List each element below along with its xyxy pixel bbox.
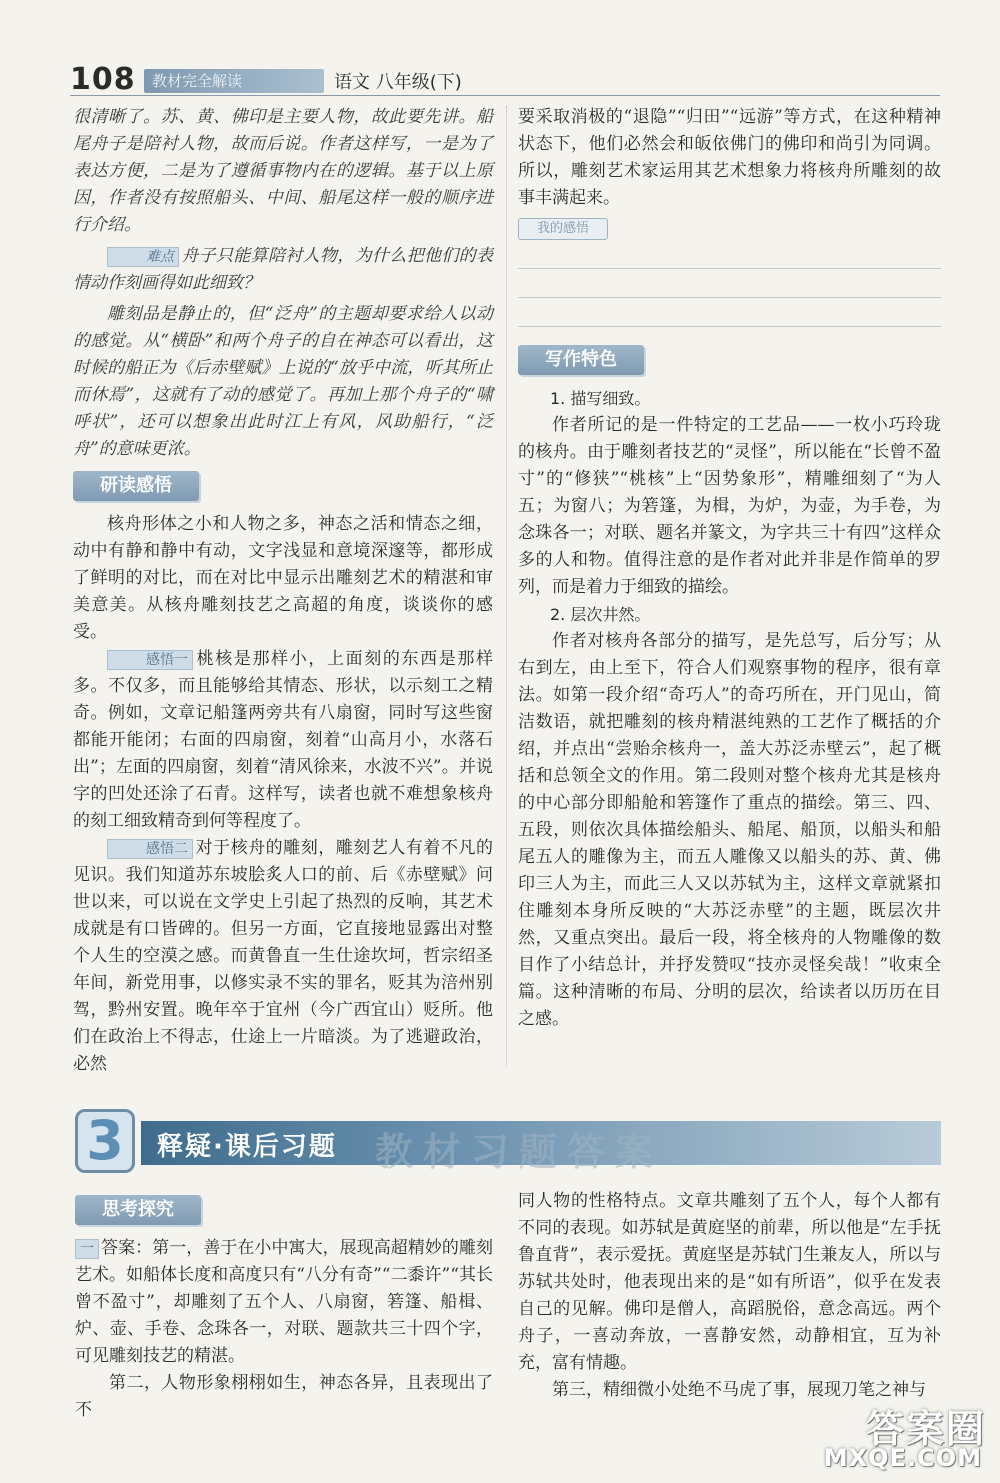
insight-2 (73, 835, 493, 1078)
page-header (70, 62, 940, 98)
difficulty-question-text: 舟子只能算陪衬人物，为什么把他们的表情动作刻画得如此细致？ (73, 246, 493, 293)
exercise-answer-1-text: 答案：第一，善于在小中寓大，展现高超精妙的雕刻艺术。如船体长度和高度只有“八分有奇”“二黍许”“其长曾不盈寸”，却雕刻了五个人、八扇窗，箬篷、船楫、炉、壶、手卷、念珠各一，对联、题款共三十四个字，可见雕刻技艺的精湛。 (75, 1238, 493, 1366)
insight-1-text: 桃核是那样小，上面刻的东西是那样多。不仅多，而且能够给其情态、形状，以示刻工之精奇。例如，文章记船篷两旁共有八扇窗，同时写这些窗都能开能闭；右面的四扇窗，刻着“山高月小，水落石出”；左面的四扇窗，刻着“清风徐来，水波不兴”。并说字的凹处还涂了石青。这样写，读者也就不难想象核舟的刻工细致精奇到何等程度了。 (73, 649, 493, 831)
banner-number: 3 (75, 1109, 135, 1173)
bottom-left-column (75, 1195, 493, 1424)
section-label-reading: 研读感悟 (73, 471, 199, 501)
difficulty-question (73, 243, 493, 297)
difficulty-tag: 难点 (107, 247, 179, 267)
page-number: 108 (70, 62, 136, 97)
writing-point-2-text: 作者对核舟各部分的描写，是先总写，后分写；从右到左，由上至下，符合人们观察事物的程序，很有章法。如第一段介绍“奇巧人”的奇巧所在，开门见山，简洁数语，就把雕刻的核舟精湛纯熟的工艺作了概括的介绍，并点出“尝贻余核舟一，盖大苏泛赤壁云”，起了概括和总领全文的作用。第二段则对整个核舟尤其是核舟的中心部分即船舱和箬篷作了重点的描绘。第三、四、五段，则依次具体描绘船头、船尾、船顶，以船头和船尾五人的雕像为主，而五人雕像又以船头的苏、黄、佛印三人为主，而此三人又以苏轼为主，这样文章就紧扣住雕刻本身所反映的“大苏泛赤壁”的主题，既层次井然，又重点突出。最后一段，将全核舟的人物雕像的数目作了小结总计，并抒发赞叹“技亦灵怪矣哉！”收束全篇。这种清晰的布局、分明的层次，给读者以历历在目之感。 (518, 631, 941, 1029)
section-3-banner (75, 1109, 943, 1173)
column-divider (506, 106, 507, 1066)
exercise-answer-1 (75, 1235, 493, 1370)
reading-intro: 核舟形体之小和人物之多，神态之活和情态之细，动中有静和静中有动，文字浅显和意境深邃等，都形成了鲜明的对比，而在对比中显示出雕刻艺术的精湛和审美意美。从核舟雕刻技艺之高超的角度，谈谈你的感受。 (73, 514, 493, 642)
right-column (518, 104, 941, 1033)
insight-2-text: 对于核舟的雕刻，雕刻艺人有着不凡的见识。我们知道苏东坡脍炙人口的前、后《赤壁赋》问世以来，可以说在文学史上引起了热烈的反响，其艺术成就是有口皆碑的。但另一方面，它直接地显露出对整个人生的空漠之感。而黄鲁直一生仕途坎坷，哲宗绍圣年间，新党用事，以修实录不实的罪名，贬其为涪州别驾，黔州安置。晚年卒于宜州（今广西宜山）贬所。他们在政治上不得志，仕途上一片暗淡。为了逃避政治，必然 (73, 838, 493, 1074)
exercise-answer-3: 第三，精细微小处绝不马虎了事，展现刀笔之神与 (552, 1380, 926, 1400)
section-label-thinking: 思考探究 (75, 1195, 201, 1225)
left-column (73, 104, 493, 1078)
exercise-answer-continued: 同人物的性格特点。文章共雕刻了五个人，每个人都有不同的表现。如苏轼是黄庭坚的前辈，所以他是“左手抚鲁直背”，表示爱抚。黄庭坚是苏轼门生兼友人，所以与苏轼共处时，他表现出来的是“如有所语”，似乎在发表自己的见解。佛印是僧人，高蹈脱俗，意念高远。两个舟子，一喜动奔放，一喜静安然，动静相宜，互为补充，富有情趣。 (518, 1191, 941, 1373)
insight-2-tag: 感悟二 (107, 839, 193, 859)
answer-line-1 (518, 240, 941, 269)
watermark-url-text: MXQE.COM (823, 1444, 982, 1472)
difficulty-answer: 雕刻品是静止的，但“泛舟”的主题却要求给人以动的感觉。从“横卧”和两个舟子的自在神态可以看出，这时候的船正为《后赤壁赋》上说的“放乎中流，听其所止而休焉”，这就有了动的感觉了。再加上那个舟子的“啸呼状”，还可以想象出此时江上有风，风助船行，“泛舟”的意味更浓。 (73, 304, 493, 459)
writing-point-1-heading: 1. 描写细致。 (550, 389, 651, 408)
exercise-answer-2: 第二，人物形象栩栩如生，神态各异，且表现出了不 (75, 1373, 493, 1420)
banner-title: 释疑·课后习题 (157, 1132, 337, 1162)
watermark-main-text: 答案圈 (865, 1407, 986, 1451)
right-paragraph-1: 要采取消极的“退隐”“归田”“远游”等方式，在这种精神状态下，他们必然会和皈依佛门的佛印和尚引为同调。所以，雕刻艺术家运用其艺术想象力将核舟所雕刻的故事丰满起来。 (518, 107, 941, 208)
subject-grade: 语文 八年级(下) (334, 72, 462, 93)
answer-line-3 (518, 298, 941, 327)
header-rule (70, 95, 940, 96)
left-paragraph-1: 很清晰了。苏、黄、佛印是主要人物，故此要先讲。船尾舟子是陪衬人物，故而后说。作者这样写，一是为了表达方便，二是为了遵循事物内在的逻辑。基于以上原因，作者没有按照船头、中间、船尾这样一般的顺序进行介绍。 (73, 107, 493, 235)
insight-1 (73, 646, 493, 835)
insight-1-tag: 感悟一 (107, 650, 193, 670)
series-title: 教材完全解读 (144, 69, 324, 93)
section-label-writing: 写作特色 (518, 345, 644, 375)
answer-line-2 (518, 269, 941, 298)
exercise-number-tag: 一 (75, 1239, 99, 1259)
writing-point-1-text: 作者所记的是一件特定的工艺品——一枚小巧玲珑的核舟。由于雕刻者技艺的“灵怪”，所以能在“长曾不盈寸”的“修狭”“桃核”上“因势象形”，精雕细刻了“为人五；为窗八；为箬篷，为楫，为炉，为壶，为手卷，为念珠各一；对联、题名并篆文，为字共三十有四”这样众多的人和物。值得注意的是作者对此并非是作简单的罗列，而是着力于细致的描绘。 (518, 415, 941, 597)
watermark-logo (806, 1398, 986, 1478)
my-insight-label: 我的感悟 (518, 218, 608, 240)
writing-point-2-heading: 2. 层次井然。 (550, 605, 651, 624)
banner-background-text: 教材习题答案 (375, 1130, 664, 1174)
bottom-right-column (518, 1188, 941, 1404)
